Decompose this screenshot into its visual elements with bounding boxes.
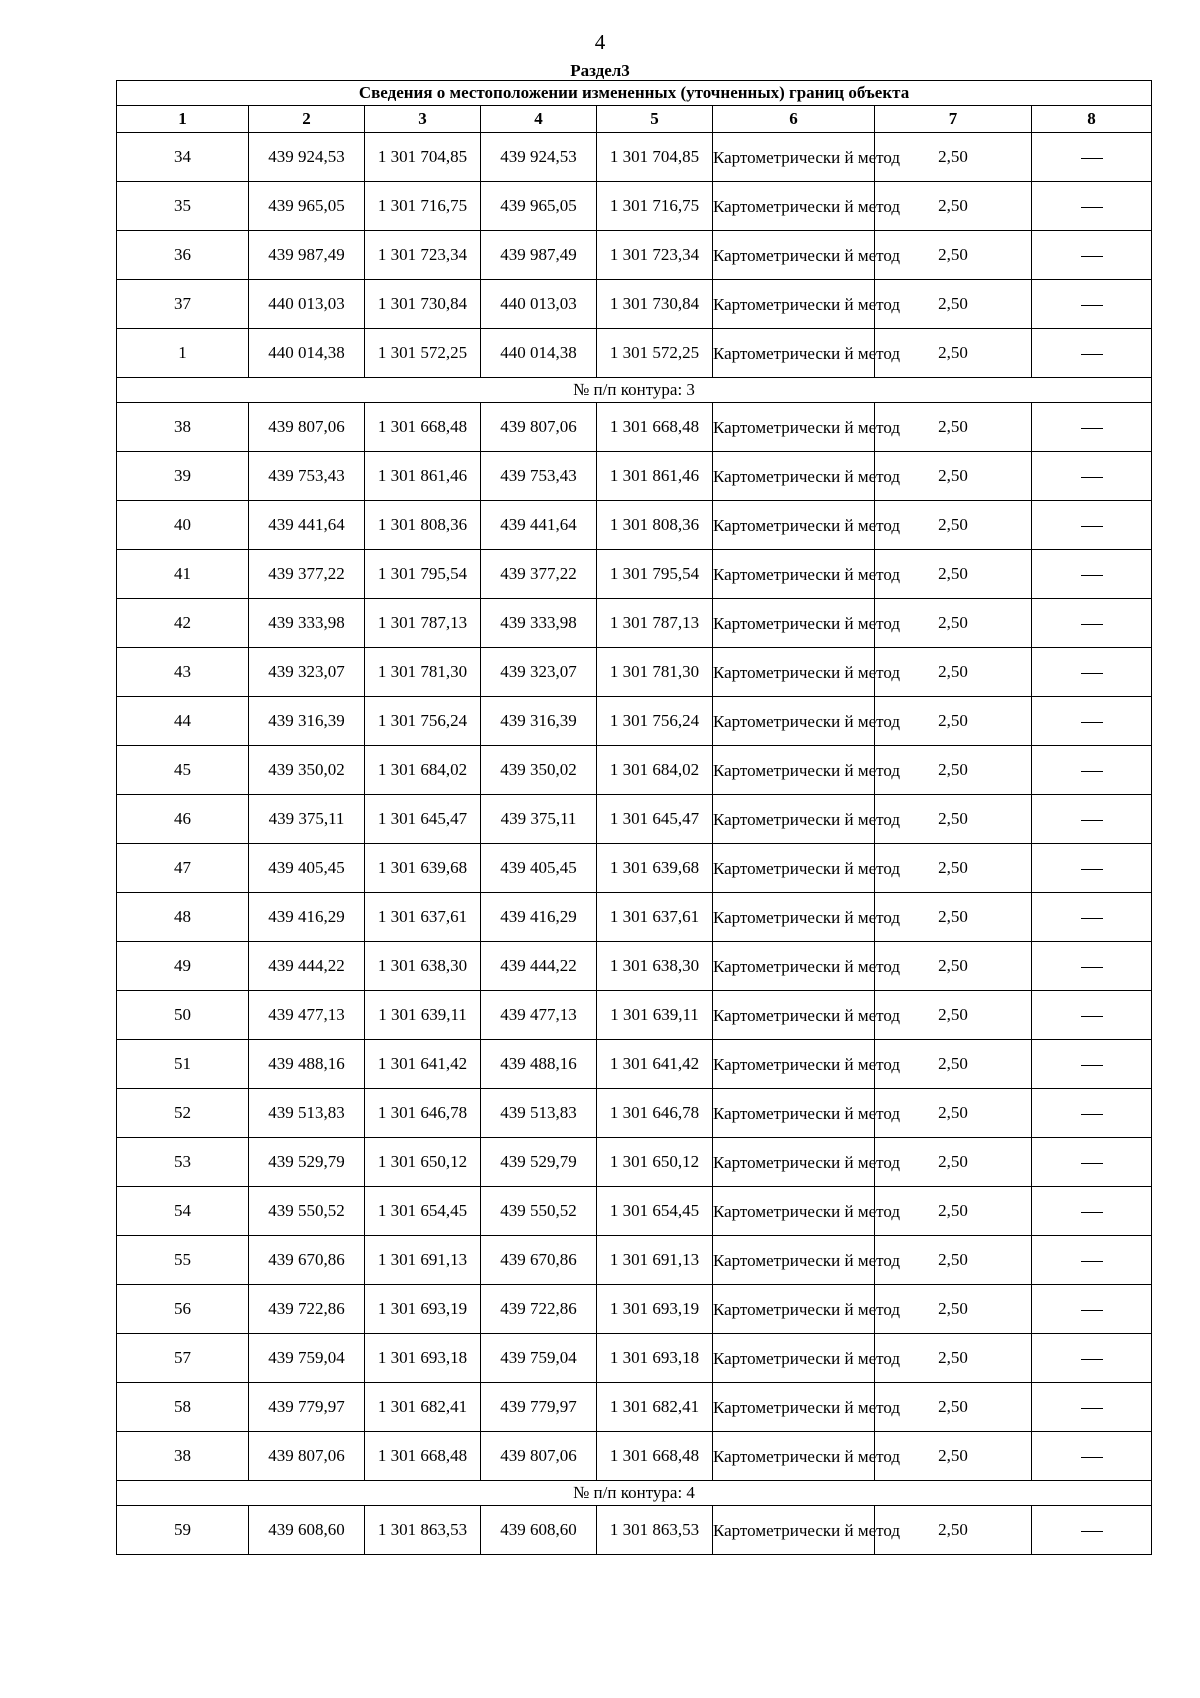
table-cell: 439 608,60 [481,1506,597,1555]
table-cell: 1 301 637,61 [365,893,481,942]
table-cell: 2,50 [875,280,1032,329]
table-cell: 1 301 641,42 [597,1040,713,1089]
table-cell: 439 924,53 [249,133,365,182]
dash-placeholder [1081,771,1103,772]
method-cell: Картометрически й метод [713,452,875,501]
table-row [117,403,1152,452]
table-row [117,231,1152,280]
table-row [117,182,1152,231]
column-number-row [117,106,1152,133]
dash-placeholder [1081,967,1103,968]
table-cell: 1 301 730,84 [597,280,713,329]
table-cell [1032,329,1152,378]
method-cell: Картометрически й метод [713,1089,875,1138]
table-cell: 2,50 [875,942,1032,991]
table-cell: 439 316,39 [481,697,597,746]
method-cell: Картометрически й метод [713,1285,875,1334]
method-cell: Картометрически й метод [713,795,875,844]
table-cell: 439 444,22 [481,942,597,991]
table-row [117,1285,1152,1334]
table-cell: 1 301 704,85 [597,133,713,182]
table-row [117,1236,1152,1285]
table-cell: 439 444,22 [249,942,365,991]
table-cell: 54 [117,1187,249,1236]
dash-placeholder [1081,1212,1103,1213]
contour-header-row [117,1481,1152,1506]
table-cell: 2,50 [875,329,1032,378]
table-cell: 439 670,86 [481,1236,597,1285]
table-cell: 1 301 638,30 [365,942,481,991]
table-cell: 439 529,79 [249,1138,365,1187]
table-cell: 439 488,16 [249,1040,365,1089]
table-cell: 39 [117,452,249,501]
table-cell: 2,50 [875,550,1032,599]
table-cell: 1 301 639,11 [597,991,713,1040]
table-cell: 1 301 682,41 [365,1383,481,1432]
table-cell: 2,50 [875,1040,1032,1089]
table-cell: 440 013,03 [481,280,597,329]
table-cell: 2,50 [875,1187,1032,1236]
table-cell: 1 301 682,41 [597,1383,713,1432]
table-cell [1032,1138,1152,1187]
table-cell: 2,50 [875,599,1032,648]
table-cell: 47 [117,844,249,893]
table-cell: 439 987,49 [481,231,597,280]
table-cell: 1 301 693,18 [365,1334,481,1383]
table-cell: 439 965,05 [249,182,365,231]
table-cell: 2,50 [875,1506,1032,1555]
table-cell: 46 [117,795,249,844]
dash-placeholder [1081,477,1103,478]
table-cell: 439 350,02 [481,746,597,795]
method-cell: Картометрически й метод [713,648,875,697]
table-cell: 1 301 668,48 [597,403,713,452]
table-cell: 1 301 716,75 [597,182,713,231]
table-cell: 439 488,16 [481,1040,597,1089]
table-row [117,1089,1152,1138]
table-cell: 53 [117,1138,249,1187]
table-row [117,648,1152,697]
table-cell [1032,746,1152,795]
dash-placeholder [1081,869,1103,870]
method-cell: Картометрически й метод [713,942,875,991]
table-cell [1032,795,1152,844]
table-row [117,844,1152,893]
table-cell: 1 301 861,46 [365,452,481,501]
table-cell: 439 416,29 [249,893,365,942]
table-row [117,746,1152,795]
table-cell: 58 [117,1383,249,1432]
table-cell [1032,403,1152,452]
table-cell: 439 759,04 [249,1334,365,1383]
table-cell: 1 301 693,18 [597,1334,713,1383]
table-row [117,1040,1152,1089]
table-cell: 35 [117,182,249,231]
table-cell [1032,501,1152,550]
table-cell [1032,942,1152,991]
table-cell: 2,50 [875,501,1032,550]
table-row [117,795,1152,844]
method-cell: Картометрически й метод [713,844,875,893]
table-cell: 439 323,07 [249,648,365,697]
table-cell: 1 301 756,24 [365,697,481,746]
dash-placeholder [1081,256,1103,257]
column-number: 3 [365,106,481,133]
dash-placeholder [1081,1408,1103,1409]
boundary-coordinates-table [116,80,1152,1555]
method-cell: Картометрически й метод [713,599,875,648]
table-cell: 45 [117,746,249,795]
table-cell [1032,1432,1152,1481]
table-cell: 439 333,98 [249,599,365,648]
column-number: 8 [1032,106,1152,133]
column-number: 4 [481,106,597,133]
table-body [117,81,1152,1555]
contour-label: № п/п контура: 4 [117,1481,1152,1506]
method-cell: Картометрически й метод [713,746,875,795]
table-cell: 439 441,64 [481,501,597,550]
table-cell: 1 301 646,78 [597,1089,713,1138]
table-cell: 1 301 646,78 [365,1089,481,1138]
dash-placeholder [1081,673,1103,674]
table-row [117,599,1152,648]
table-cell: 439 405,45 [481,844,597,893]
table-cell: 1 301 645,47 [597,795,713,844]
table-cell [1032,1506,1152,1555]
method-cell: Картометрически й метод [713,1187,875,1236]
dash-placeholder [1081,428,1103,429]
method-cell: Картометрически й метод [713,991,875,1040]
dash-placeholder [1081,1457,1103,1458]
table-cell: 2,50 [875,133,1032,182]
table-cell: 1 301 654,45 [365,1187,481,1236]
method-cell: Картометрически й метод [713,893,875,942]
table-cell: 1 [117,329,249,378]
table-cell: 1 301 795,54 [597,550,713,599]
table-cell: 1 301 863,53 [365,1506,481,1555]
dash-placeholder [1081,820,1103,821]
dash-placeholder [1081,1016,1103,1017]
table-cell: 439 807,06 [249,403,365,452]
table-cell: 1 301 684,02 [365,746,481,795]
table-cell: 36 [117,231,249,280]
dash-placeholder [1081,575,1103,576]
table-cell [1032,1187,1152,1236]
method-cell: Картометрически й метод [713,1236,875,1285]
table-cell: 439 807,06 [249,1432,365,1481]
table-cell: 59 [117,1506,249,1555]
table-cell: 1 301 781,30 [597,648,713,697]
method-cell: Картометрически й метод [713,1334,875,1383]
method-cell: Картометрически й метод [713,1506,875,1555]
table-cell: 2,50 [875,697,1032,746]
table-cell: 1 301 668,48 [597,1432,713,1481]
dash-placeholder [1081,1163,1103,1164]
table-cell: 1 301 637,61 [597,893,713,942]
table-cell: 1 301 572,25 [365,329,481,378]
table-cell: 2,50 [875,403,1032,452]
method-cell: Картометрически й метод [713,1432,875,1481]
table-cell: 2,50 [875,893,1032,942]
column-number: 6 [713,106,875,133]
table-cell: 439 807,06 [481,1432,597,1481]
table-cell: 2,50 [875,231,1032,280]
table-cell [1032,133,1152,182]
table-row [117,942,1152,991]
table-cell: 439 477,13 [481,991,597,1040]
dash-placeholder [1081,207,1103,208]
table-cell [1032,991,1152,1040]
table-cell: 439 375,11 [481,795,597,844]
table-cell: 2,50 [875,795,1032,844]
table-cell: 1 301 572,25 [597,329,713,378]
table-cell: 1 301 730,84 [365,280,481,329]
dash-placeholder [1081,158,1103,159]
table-cell: 1 301 861,46 [597,452,713,501]
column-number: 2 [249,106,365,133]
contour-header-row [117,378,1152,403]
method-cell: Картометрически й метод [713,182,875,231]
table-cell: 439 477,13 [249,991,365,1040]
table-cell: 2,50 [875,1089,1032,1138]
table-cell: 439 753,43 [249,452,365,501]
column-number: 7 [875,106,1032,133]
table-cell: 57 [117,1334,249,1383]
table-cell: 1 301 691,13 [365,1236,481,1285]
table-row [117,550,1152,599]
contour-label: № п/п контура: 3 [117,378,1152,403]
table-cell: 2,50 [875,991,1032,1040]
table-cell: 440 013,03 [249,280,365,329]
method-cell: Картометрически й метод [713,501,875,550]
table-cell: 439 965,05 [481,182,597,231]
table-cell: 439 550,52 [249,1187,365,1236]
table-row [117,501,1152,550]
table-cell: 439 350,02 [249,746,365,795]
table-row [117,1138,1152,1187]
table-cell: 41 [117,550,249,599]
table-cell: 2,50 [875,1285,1032,1334]
table-cell: 1 301 639,68 [597,844,713,893]
table-cell: 439 529,79 [481,1138,597,1187]
table-row [117,1506,1152,1555]
dash-placeholder [1081,1261,1103,1262]
table-row [117,1383,1152,1432]
section-title: Раздел3 [570,61,630,80]
table-cell: 439 416,29 [481,893,597,942]
table-row [117,1432,1152,1481]
table-cell [1032,599,1152,648]
table-cell: 49 [117,942,249,991]
method-cell: Картометрически й метод [713,1138,875,1187]
table-cell: 2,50 [875,1432,1032,1481]
table-cell: 1 301 639,68 [365,844,481,893]
table-row [117,133,1152,182]
table-cell: 1 301 639,11 [365,991,481,1040]
table-cell: 38 [117,403,249,452]
table-cell: 1 301 723,34 [365,231,481,280]
table-cell: 439 924,53 [481,133,597,182]
table-cell [1032,893,1152,942]
table-row [117,329,1152,378]
table-cell: 48 [117,893,249,942]
table-cell: 42 [117,599,249,648]
table-cell: 439 753,43 [481,452,597,501]
table-row [117,1187,1152,1236]
table-cell: 439 316,39 [249,697,365,746]
table-cell: 43 [117,648,249,697]
table-cell: 2,50 [875,648,1032,697]
table-cell [1032,280,1152,329]
table-row [117,280,1152,329]
table-cell [1032,231,1152,280]
table-cell: 1 301 668,48 [365,403,481,452]
table-cell: 2,50 [875,1236,1032,1285]
table-cell: 44 [117,697,249,746]
table-cell: 2,50 [875,182,1032,231]
table-cell: 1 301 638,30 [597,942,713,991]
table-cell: 1 301 716,75 [365,182,481,231]
table-cell: 439 333,98 [481,599,597,648]
table-cell [1032,1285,1152,1334]
table-cell: 2,50 [875,844,1032,893]
method-cell: Картометрически й метод [713,1383,875,1432]
method-cell: Картометрически й метод [713,231,875,280]
table-cell: 439 375,11 [249,795,365,844]
table-cell [1032,697,1152,746]
table-row [117,1334,1152,1383]
table-cell: 439 759,04 [481,1334,597,1383]
dash-placeholder [1081,1310,1103,1311]
method-cell: Картометрически й метод [713,697,875,746]
dash-placeholder [1081,1065,1103,1066]
table-cell: 56 [117,1285,249,1334]
table-cell: 1 301 787,13 [597,599,713,648]
table-cell: 439 670,86 [249,1236,365,1285]
table-cell: 38 [117,1432,249,1481]
table-cell: 1 301 723,34 [597,231,713,280]
dash-placeholder [1081,354,1103,355]
table-cell: 2,50 [875,746,1032,795]
method-cell: Картометрически й метод [713,550,875,599]
table-cell: 1 301 795,54 [365,550,481,599]
table-cell: 1 301 641,42 [365,1040,481,1089]
table-cell: 439 513,83 [249,1089,365,1138]
table-cell: 440 014,38 [249,329,365,378]
table-cell: 1 301 645,47 [365,795,481,844]
table-cell: 1 301 704,85 [365,133,481,182]
table-cell: 439 513,83 [481,1089,597,1138]
dash-placeholder [1081,624,1103,625]
table-cell [1032,1236,1152,1285]
method-cell: Картометрически й метод [713,133,875,182]
table-cell: 40 [117,501,249,550]
table-cell [1032,182,1152,231]
table-cell: 439 779,97 [249,1383,365,1432]
table-cell: 1 301 808,36 [597,501,713,550]
table-cell: 1 301 781,30 [365,648,481,697]
method-cell: Картометрически й метод [713,1040,875,1089]
method-cell: Картометрически й метод [713,280,875,329]
table-cell: 1 301 693,19 [365,1285,481,1334]
table-cell: 1 301 691,13 [597,1236,713,1285]
table-caption: Сведения о местоположении измененных (уточненных) границ объекта [117,81,1152,106]
table-cell [1032,1334,1152,1383]
table-cell: 1 301 863,53 [597,1506,713,1555]
table-cell [1032,844,1152,893]
table-cell [1032,1383,1152,1432]
table-row [117,452,1152,501]
table-cell: 2,50 [875,1138,1032,1187]
table-cell: 1 301 808,36 [365,501,481,550]
table-cell: 52 [117,1089,249,1138]
table-cell: 439 779,97 [481,1383,597,1432]
table-cell: 1 301 650,12 [365,1138,481,1187]
table-cell: 439 550,52 [481,1187,597,1236]
table-cell [1032,1040,1152,1089]
table-cell: 1 301 756,24 [597,697,713,746]
table-cell: 439 987,49 [249,231,365,280]
table-cell: 1 301 654,45 [597,1187,713,1236]
dash-placeholder [1081,1359,1103,1360]
dash-placeholder [1081,918,1103,919]
table-cell: 1 301 787,13 [365,599,481,648]
table-cell: 50 [117,991,249,1040]
dash-placeholder [1081,722,1103,723]
table-cell: 439 722,86 [481,1285,597,1334]
method-cell: Картометрически й метод [713,403,875,452]
table-cell [1032,1089,1152,1138]
table-cell [1032,648,1152,697]
table-cell: 34 [117,133,249,182]
table-cell: 2,50 [875,452,1032,501]
table-cell: 2,50 [875,1383,1032,1432]
table-cell: 1 301 668,48 [365,1432,481,1481]
column-number: 1 [117,106,249,133]
table-cell: 439 405,45 [249,844,365,893]
table-cell: 440 014,38 [481,329,597,378]
table-cell: 439 608,60 [249,1506,365,1555]
table-cell: 439 807,06 [481,403,597,452]
table-cell: 439 441,64 [249,501,365,550]
table-cell: 55 [117,1236,249,1285]
table-cell: 439 722,86 [249,1285,365,1334]
dash-placeholder [1081,526,1103,527]
table-cell: 1 301 684,02 [597,746,713,795]
table-caption-row [117,81,1152,106]
dash-placeholder [1081,305,1103,306]
table-cell [1032,550,1152,599]
page-number: 4 [594,30,606,54]
table-cell: 1 301 650,12 [597,1138,713,1187]
table-cell: 1 301 693,19 [597,1285,713,1334]
table-cell [1032,452,1152,501]
method-cell: Картометрически й метод [713,329,875,378]
dash-placeholder [1081,1531,1103,1532]
table-row [117,893,1152,942]
table-cell: 439 377,22 [481,550,597,599]
table-cell: 439 323,07 [481,648,597,697]
table-row [117,697,1152,746]
dash-placeholder [1081,1114,1103,1115]
table-cell: 439 377,22 [249,550,365,599]
table-cell: 37 [117,280,249,329]
table-cell: 51 [117,1040,249,1089]
column-number: 5 [597,106,713,133]
table-row [117,991,1152,1040]
table-cell: 2,50 [875,1334,1032,1383]
